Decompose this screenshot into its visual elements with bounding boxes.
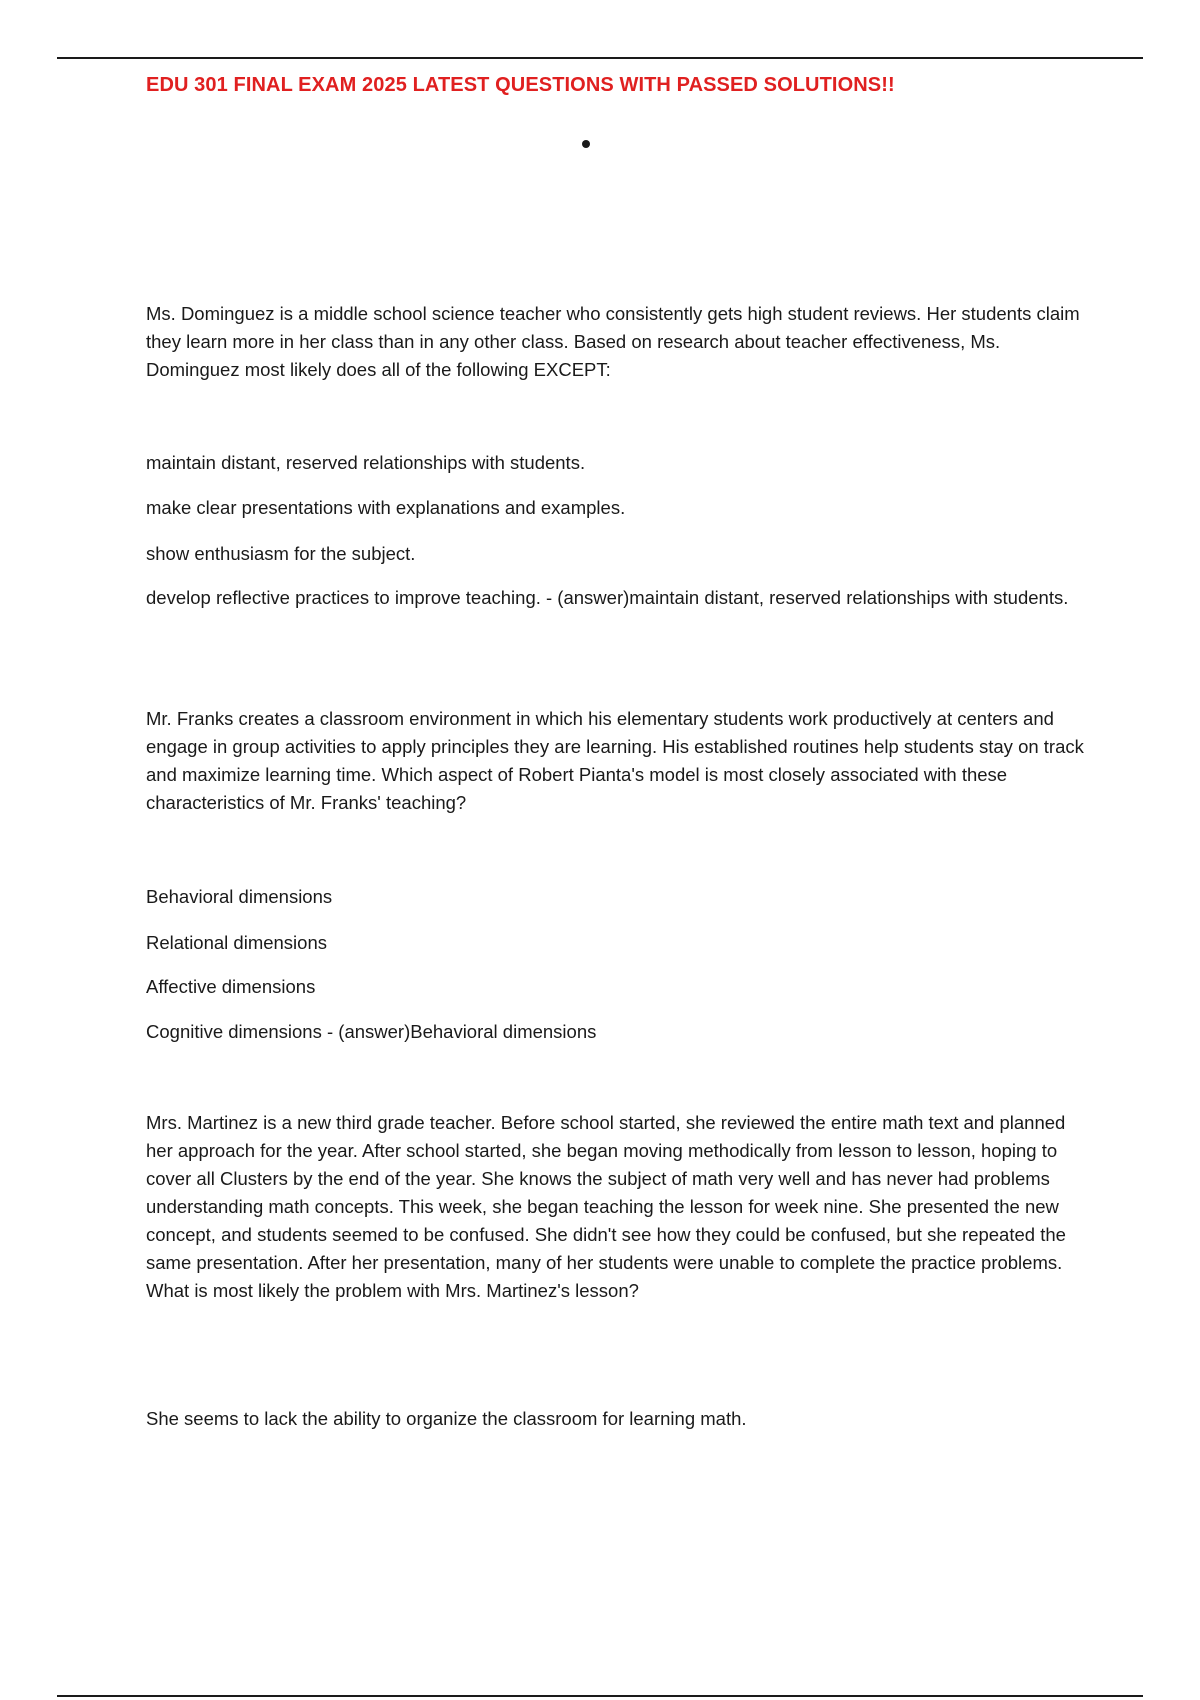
question-1-option-3: show enthusiasm for the subject. [146, 543, 416, 564]
document-title: EDU 301 FINAL EXAM 2025 LATEST QUESTIONS WITH PASSED SOLUTIONS!! [146, 74, 895, 96]
question-2-prompt: Mr. Franks creates a classroom environment in which his elementary students work productively at centers and engage in group activities to apply principles they are learning. His established routines help students stay on track and maximize learning time. Which aspect of Robert Pianta's model is most closely associated with these characteristics of Mr. Franks' teaching? [146, 708, 1084, 813]
question-2-option-4-answer: Cognitive dimensions - (answer)Behavioral dimensions [146, 1021, 597, 1042]
question-3-prompt: Mrs. Martinez is a new third grade teacher. Before school started, she reviewed the entire math text and planned her approach for the year. After school started, she began moving methodically from lesson to lesson, hoping to cover all Clusters by the end of the year. She knows the subject of math very well and has never had problems understanding math concepts. This week, she began teaching the lesson for week nine. She presented the new concept, and students seemed to be confused. She didn't see how they could be confused, but she repeated the same presentation. After her presentation, many of her students were unable to complete the practice problems. What is most likely the problem with Mrs. Martinez's lesson? [146, 1112, 1066, 1301]
question-1-option-2: make clear presentations with explanations and examples. [146, 497, 626, 518]
question-2-option-1: Behavioral dimensions [146, 886, 333, 907]
bottom-rule [57, 1695, 1143, 1697]
question-1-prompt: Ms. Dominguez is a middle school science teacher who consistently gets high student reviews. Her students claim they learn more in her class than in any other class. Based on research about teacher effectiveness, Ms. Dominguez most likely does all of the following EXCEPT: [146, 303, 1080, 380]
question-1-option-1: maintain distant, reserved relationships with students. [146, 452, 586, 473]
question-1-option-4-answer: develop reflective practices to improve teaching. - (answer)maintain distant, reserved relationships with students. [146, 587, 1069, 608]
question-2-option-3: Affective dimensions [146, 976, 316, 997]
bullet-point [582, 140, 590, 148]
question-3-option-1: She seems to lack the ability to organize the classroom for learning math. [146, 1408, 747, 1429]
top-rule [57, 57, 1143, 59]
question-2-option-2: Relational dimensions [146, 932, 327, 953]
